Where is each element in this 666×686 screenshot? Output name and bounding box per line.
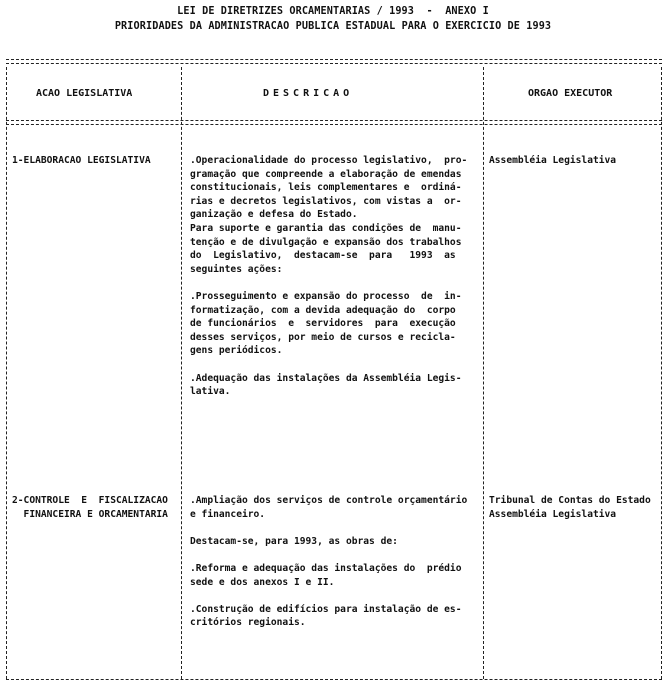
row-2-acao: 2-CONTROLE E FISCALIZACAO FINANCEIRA E ORCAMENTARIA: [12, 495, 168, 520]
descricao-line: Destacam-se, para 1993, as obras de:: [190, 535, 398, 547]
table-top-border: [6, 59, 662, 60]
table-right-border: [661, 67, 662, 679]
header-bottom-border: [6, 120, 662, 121]
descricao-line: desses serviços, por meio de cursos e recicla-: [190, 331, 456, 343]
table-bottom-border: [6, 679, 662, 680]
column-divider-2: [483, 67, 484, 679]
column-header-descricao: DESCRICAO: [263, 88, 354, 99]
descricao-line: .Construção de edifícios para instalação de es-: [190, 603, 462, 615]
descricao-line: [190, 358, 467, 372]
descricao-line: .Operacionalidade do processo legislativo, pro-: [190, 155, 468, 166]
descricao-line: .Reforma e adequação das instalações do prédio: [190, 562, 462, 574]
table-top-border-double: [6, 63, 662, 64]
descricao-line: do Legislativo, destacam-se para 1993 as: [190, 250, 456, 262]
descricao-line: gramação que compreende a elaboração de emendas: [190, 168, 462, 180]
descricao-line: ganização e defesa do Estado.: [190, 209, 358, 221]
column-header-acao: ACAO LEGISLATIVA: [36, 88, 133, 99]
column-divider-1: [181, 67, 182, 679]
column-header-orgao: ORGAO EXECUTOR: [528, 88, 613, 99]
descricao-line: formatização, com a devida adequação do corpo: [190, 304, 456, 316]
descricao-line: constitucionais, leis complementares e ordiná-: [190, 182, 462, 194]
descricao-line: [190, 521, 467, 535]
descricao-line: .Ampliação dos serviços de controle orçamentário: [190, 495, 468, 506]
row-1-descricao: [190, 154, 467, 399]
orgao-line: Assembléia Legislativa: [489, 508, 617, 520]
descricao-line: lativa.: [190, 386, 231, 398]
document-title: LEI DE DIRETRIZES ORCAMENTARIAS / 1993 - ANEXO I: [177, 6, 489, 17]
descricao-line: [190, 589, 467, 603]
descricao-line: seguintes ações:: [190, 263, 283, 275]
orgao-line: Assembléia Legislativa: [489, 155, 617, 166]
row-1-acao: 1-ELABORACAO LEGISLATIVA: [12, 155, 151, 166]
row-2-orgao: [489, 494, 651, 521]
descricao-line: [190, 548, 467, 562]
descricao-line: [190, 276, 467, 290]
document-subtitle: PRIORIDADES DA ADMINISTRACAO PUBLICA ESTADUAL PARA O EXERCICIO DE 1993: [114, 21, 552, 32]
descricao-line: de funcionários e servidores para execução: [190, 318, 456, 330]
descricao-line: critórios regionais.: [190, 617, 306, 629]
row-2-descricao: [190, 494, 467, 630]
descricao-line: Para suporte e garantia das condições de manu-: [190, 222, 462, 234]
header-bottom-border-double: [6, 124, 662, 125]
row-1-orgao: [489, 154, 616, 168]
descricao-line: rias e decretos legislativos, com vistas a or-: [190, 195, 462, 207]
descricao-line: .Prosseguimento e expansão do processo de in-: [190, 290, 462, 302]
table-left-border: [6, 67, 7, 679]
orgao-line: Tribunal de Contas do Estado: [489, 495, 651, 506]
descricao-line: .Adequação das instalações da Assembléia Legis-: [190, 372, 462, 384]
descricao-line: gens periódicos.: [190, 345, 283, 357]
descricao-line: sede e dos anexos I e II.: [190, 576, 335, 588]
descricao-line: tenção e de divulgação e expansão dos trabalhos: [190, 236, 462, 248]
descricao-line: e financeiro.: [190, 508, 266, 520]
